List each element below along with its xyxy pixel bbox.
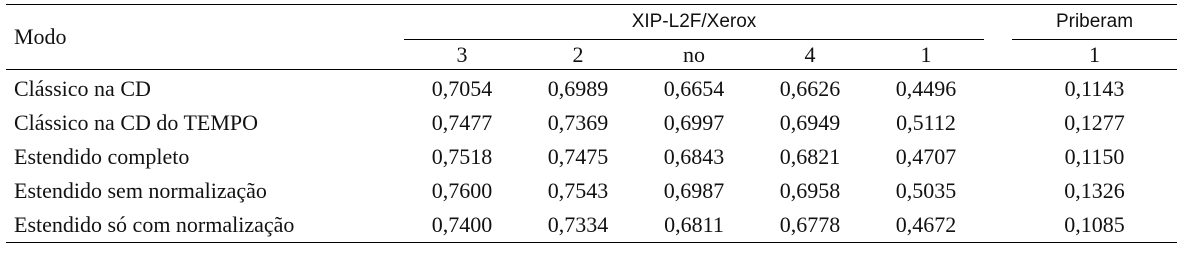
xip-value-cell: 0,6778 <box>752 208 868 243</box>
xip-value-cell: 0,7477 <box>431 110 493 135</box>
xip-column-header: 2 <box>572 41 584 67</box>
xip-value-cell: 0,6949 <box>779 110 841 135</box>
xip-column-header: no <box>683 41 705 67</box>
xip-value-cell: 0,7369 <box>547 110 609 135</box>
table-header <box>6 5 1177 70</box>
priberam-value-cell: 0,1150 <box>1064 144 1125 169</box>
xip-value-cell: 0,6654 <box>663 76 725 101</box>
xip-value-cell: 0,7334 <box>520 208 636 243</box>
header-group-row <box>6 5 1177 40</box>
xip-value-cell: 0,4707 <box>895 144 957 169</box>
priberam-value-cell: 0,1085 <box>1012 208 1177 243</box>
xip-value-cell: 0,6997 <box>663 110 725 135</box>
xip-value-cell: 0,6843 <box>663 144 725 169</box>
group-gap <box>984 5 1012 40</box>
xip-column-header: 1 <box>920 41 932 67</box>
results-table <box>6 4 1177 243</box>
xip-value-cell: 0,7400 <box>404 208 520 243</box>
xip-value-cell: 0,6958 <box>779 178 841 203</box>
xip-value-cell: 0,6626 <box>779 76 841 101</box>
priberam-column-header: 1 <box>1089 41 1100 67</box>
table-row <box>6 174 1177 208</box>
group-gap <box>984 106 1012 140</box>
xip-value-cell: 0,4496 <box>895 76 957 101</box>
mode-cell: Estendido só com normalização <box>6 208 404 243</box>
mode-column-header: Modo <box>6 5 404 70</box>
group-gap <box>984 140 1012 174</box>
group-gap <box>984 40 1012 70</box>
xip-value-cell: 0,6821 <box>779 144 841 169</box>
xip-column-header: 4 <box>804 41 816 67</box>
xip-value-cell: 0,7518 <box>431 144 493 169</box>
mode-cell: Estendido sem normalização <box>14 178 267 203</box>
group-gap <box>984 70 1012 107</box>
group-gap <box>984 208 1012 243</box>
xip-value-cell: 0,6811 <box>636 208 752 243</box>
priberam-group-header: Priberam <box>1012 5 1177 40</box>
xip-value-cell: 0,6987 <box>663 178 725 203</box>
xip-value-cell: 0,7054 <box>431 76 493 101</box>
xip-column-header: 3 <box>456 41 468 67</box>
xip-value-cell: 0,7543 <box>547 178 609 203</box>
xip-value-cell: 0,4672 <box>868 208 984 243</box>
xip-group-header: XIP-L2F/Xerox <box>404 5 984 40</box>
table-row <box>6 106 1177 140</box>
priberam-value-cell: 0,1277 <box>1064 110 1125 135</box>
table-row <box>6 208 1177 243</box>
mode-cell: Clássico na CD do TEMPO <box>14 110 259 135</box>
xip-value-cell: 0,5035 <box>895 178 957 203</box>
mode-cell: Estendido completo <box>14 144 190 169</box>
table-body <box>6 70 1177 243</box>
priberam-value-cell: 0,1326 <box>1064 178 1125 203</box>
table-row <box>6 140 1177 174</box>
group-gap <box>984 174 1012 208</box>
xip-value-cell: 0,7600 <box>431 178 493 203</box>
mode-cell: Clássico na CD <box>14 76 151 101</box>
xip-value-cell: 0,5112 <box>896 110 956 135</box>
xip-value-cell: 0,7475 <box>547 144 609 169</box>
priberam-value-cell: 0,1143 <box>1064 76 1125 101</box>
xip-value-cell: 0,6989 <box>547 76 609 101</box>
table-row <box>6 70 1177 107</box>
